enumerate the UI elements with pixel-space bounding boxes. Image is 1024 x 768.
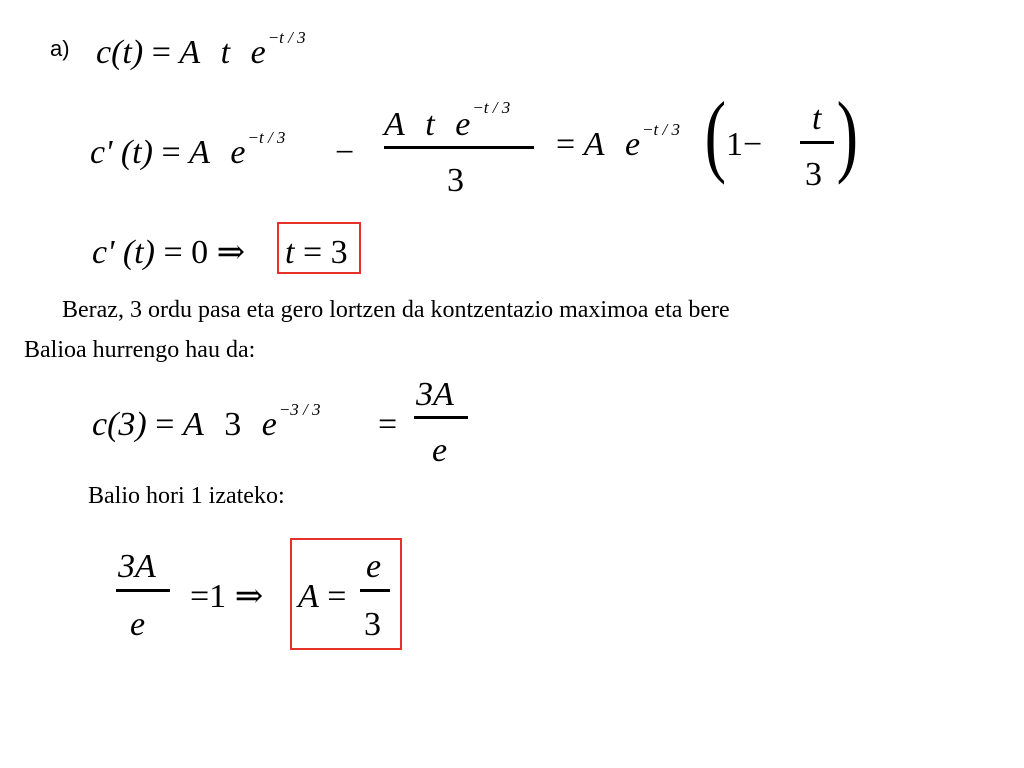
part-label-a: a) <box>50 36 70 61</box>
eq2-fraction-denominator: 3 <box>447 162 464 199</box>
eq1-equals: = <box>151 34 171 71</box>
eq5-implies: ⇒ <box>234 578 264 615</box>
prose-line-3: Balio hori 1 izateko: <box>88 483 285 509</box>
eq4-three: 3 <box>224 406 242 443</box>
eq5-numerator: 3A <box>118 548 156 585</box>
eq2-num-e: e <box>455 106 471 143</box>
equation-derivative-right <box>556 120 680 163</box>
eq2-exponent: −t / 3 <box>247 128 286 147</box>
eq3-result-eq: = <box>302 234 323 271</box>
eq2-equals: = <box>161 134 181 171</box>
eq4-denominator: e <box>432 432 448 469</box>
eq3-implies: ⇒ <box>216 234 246 271</box>
eq2-minus: − <box>335 134 355 171</box>
eq2-inner-denominator: 3 <box>805 156 822 193</box>
eq5-result-numerator: e <box>366 548 382 585</box>
eq3-lhs: c' (t) <box>92 234 155 271</box>
eq5-A: A <box>298 578 319 615</box>
eq2-A2: A <box>583 126 605 163</box>
eq2-inner-numerator: t <box>812 100 822 137</box>
prose-line-1: Beraz, 3 ordu pasa eta gero lortzen da kontzentazio maximoa eta bere <box>62 297 730 323</box>
eq3-result-t: t <box>285 234 295 271</box>
eq2-fraction-bar <box>384 146 534 149</box>
equation-solve-A <box>190 580 263 614</box>
eq5-result-denominator: 3 <box>364 606 381 643</box>
eq2-exponent2: −t / 3 <box>642 120 680 139</box>
eq2-equals-b: = <box>556 126 576 163</box>
eq2-one-minus: 1− <box>726 126 763 163</box>
eq2-num-A: A <box>384 106 405 143</box>
eq3-equals: = <box>163 234 183 271</box>
eq5-equals-one: =1 <box>190 578 227 615</box>
eq1-e: e <box>250 34 266 71</box>
equation-max-value <box>92 400 321 443</box>
eq4-fraction-bar <box>414 416 468 419</box>
eq4-equals: = <box>155 406 175 443</box>
eq2-fraction-numerator <box>384 98 511 143</box>
eq2-e: e <box>230 134 246 171</box>
eq1-lhs: c(t) <box>96 34 144 71</box>
eq4-lhs: c(3) <box>92 406 147 443</box>
equation-derivative-left <box>90 128 286 171</box>
equation-definition <box>96 28 306 71</box>
prose-line-2: Balioa hurrengo hau da: <box>24 337 256 363</box>
paren-open: ( <box>704 83 727 185</box>
eq3-result-val: 3 <box>330 234 348 271</box>
eq1-exponent: −t / 3 <box>267 28 306 47</box>
equation-critical-point <box>92 236 245 270</box>
eq2-num-exponent: −t / 3 <box>472 98 511 117</box>
eq5-eq: = <box>327 578 347 615</box>
eq2-lhs: c' (t) <box>90 134 153 171</box>
eq4-A: A <box>182 406 204 443</box>
eq5-denominator: e <box>130 606 146 643</box>
eq3-zero: 0 <box>191 234 209 271</box>
eq1-A: A <box>179 34 201 71</box>
eq4-exponent: −3 / 3 <box>278 400 321 419</box>
eq3-result <box>285 236 348 270</box>
eq4-numerator: 3A <box>416 376 454 413</box>
eq5-fraction-bar <box>116 589 170 592</box>
eq2-e2: e <box>624 126 641 163</box>
eq5-result-left <box>298 580 346 614</box>
eq5-result-fraction-bar <box>360 589 390 592</box>
eq1-t: t <box>220 34 231 71</box>
paren-close: ) <box>836 83 859 185</box>
eq4-equals-2: = <box>378 406 398 443</box>
eq2-num-t: t <box>425 106 435 143</box>
eq4-e: e <box>261 406 277 443</box>
eq2-inner-fraction-bar <box>800 141 834 144</box>
eq2-A: A <box>189 134 210 171</box>
